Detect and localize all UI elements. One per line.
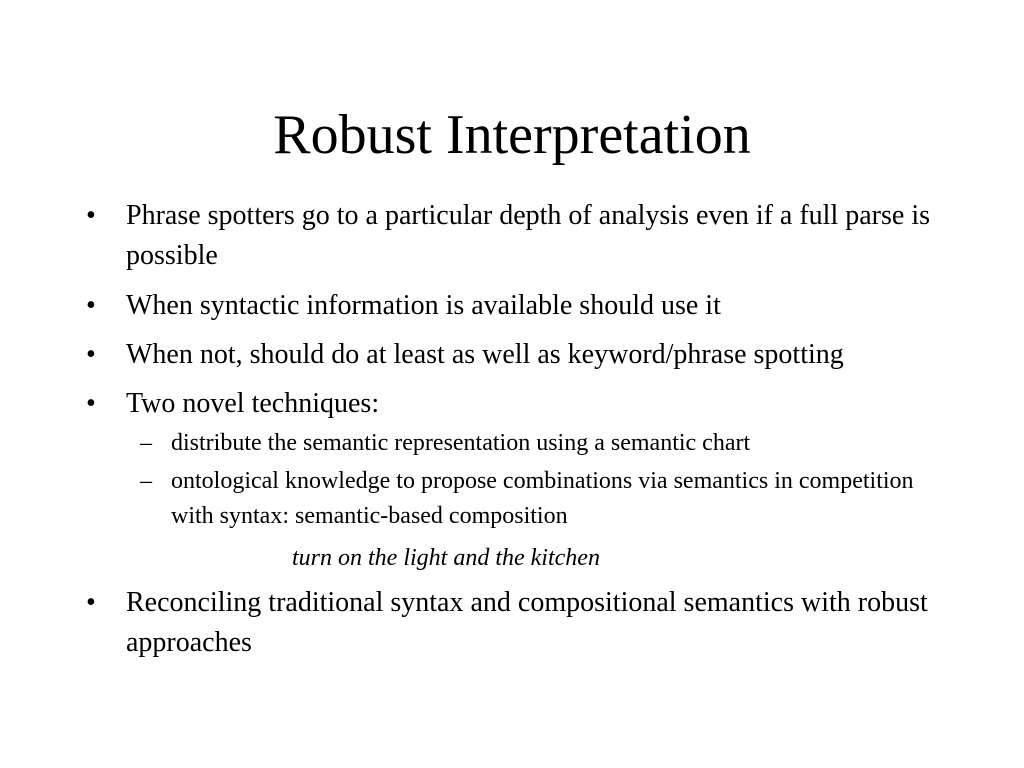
sub-bullet-text: distribute the semantic representation using a semantic chart — [171, 430, 751, 456]
bullet-dot-icon: • — [86, 200, 96, 231]
bullet-text: When not, should do at least as well as keyword/phrase spotting — [126, 339, 844, 370]
slide-body — [0, 196, 1024, 663]
sub-bullet-item — [0, 464, 951, 534]
bullet-dot-icon: • — [86, 339, 96, 370]
bullet-item — [0, 583, 946, 663]
dash-icon: – — [140, 468, 152, 494]
bullet-item — [0, 335, 946, 375]
slide-title: Robust Interpretation — [273, 104, 751, 166]
bullet-text: When syntactic information is available should use it — [126, 290, 721, 321]
bullet-dot-icon: • — [86, 388, 96, 419]
bullet-text: Two novel techniques: — [126, 388, 380, 419]
dash-icon: – — [140, 430, 152, 456]
bullet-dot-icon: • — [86, 290, 96, 321]
bullet-text: Phrase spotters go to a particular depth of analysis even if a full parse is possible — [126, 200, 930, 271]
sub-bullet-text: ontological knowledge to propose combinations via semantics in competition with syntax: semantic-based composition — [171, 468, 914, 529]
bullet-item — [0, 286, 946, 326]
bullet-dot-icon: • — [86, 587, 96, 618]
bullet-text: Reconciling traditional syntax and compositional semantics with robust approaches — [126, 587, 928, 658]
bullet-item — [0, 384, 946, 424]
example-phrase: turn on the light and the kitchen — [292, 545, 600, 571]
bullet-item — [0, 196, 946, 276]
sub-bullet-item — [0, 426, 951, 461]
